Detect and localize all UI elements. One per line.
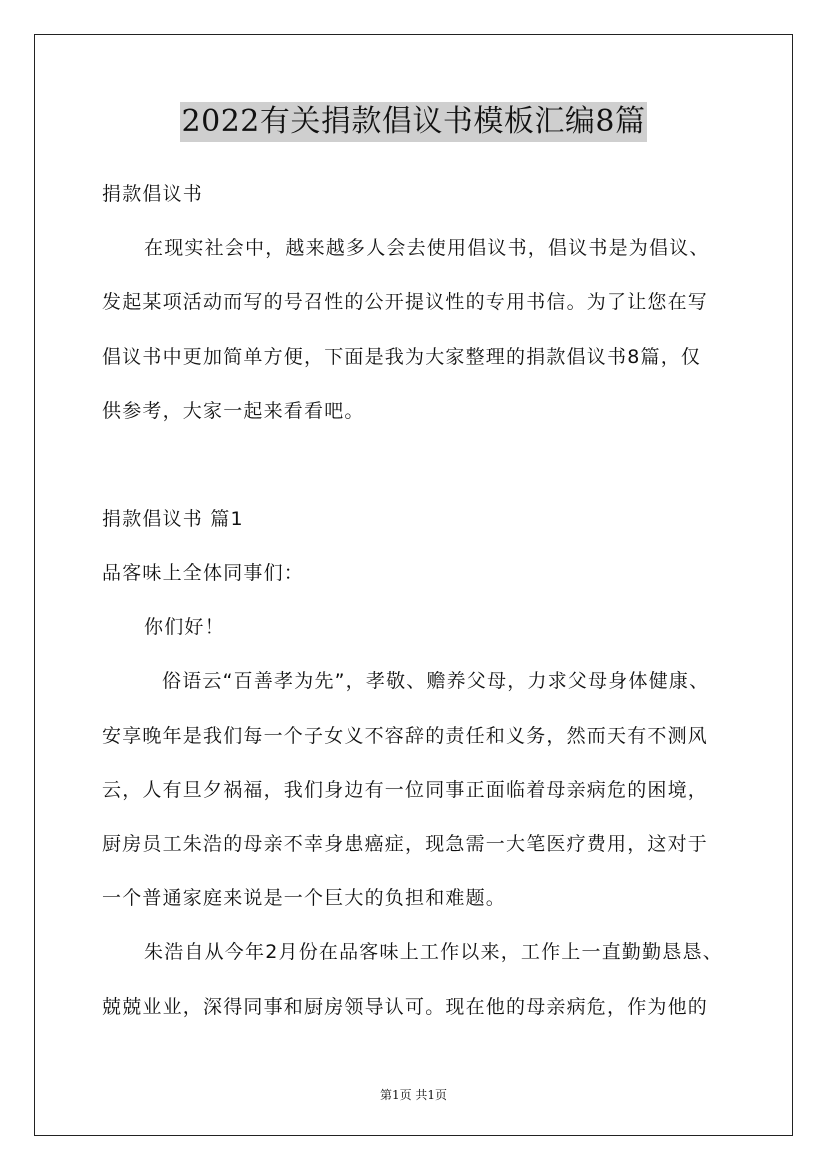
text-line-heading: 捐款倡议书	[102, 183, 204, 205]
text-line: 厨房员工朱浩的母亲不幸身患癌症，现急需一大笔医疗费用，这对于	[102, 833, 709, 855]
text-line: 在现实社会中，越来越多人会去使用倡议书，倡议书是为倡议、	[144, 237, 710, 259]
text-line: 俗语云“百善孝为先”，孝敬、赡养父母，力求父母身体健康、	[162, 670, 710, 692]
text-line: 倡议书中更加简单方便，下面是我为大家整理的捐款倡议书8篇，仅	[102, 346, 702, 368]
section-heading: 捐款倡议书 篇1	[102, 508, 244, 530]
document-title: 2022有关捐款倡议书模板汇编8篇	[180, 102, 648, 142]
greeting: 你们好！	[144, 616, 225, 638]
text-line: 一个普通家庭来说是一个巨大的负担和难题。	[102, 887, 507, 909]
text-line: 云，人有旦夕祸福，我们身边有一位同事正面临着母亲病危的困境，	[102, 779, 709, 801]
text-line: 发起某项活动而写的号召性的公开提议性的专用书信。为了让您在写	[102, 291, 709, 313]
salutation: 品客味上全体同事们：	[102, 562, 305, 584]
text-line: 供参考，大家一起来看看吧。	[102, 400, 365, 422]
page-footer: 第1页 共1页	[379, 1088, 448, 1102]
text-line: 朱浩自从今年2月份在品客味上工作以来，工作上一直勤勤恳恳、	[144, 941, 723, 963]
text-line: 兢兢业业，深得同事和厨房领导认可。现在他的母亲病危，作为他的	[102, 996, 709, 1018]
text-line: 安享晚年是我们每一个子女义不容辞的责任和义务，然而天有不测风	[102, 725, 709, 747]
title-container	[0, 102, 827, 142]
